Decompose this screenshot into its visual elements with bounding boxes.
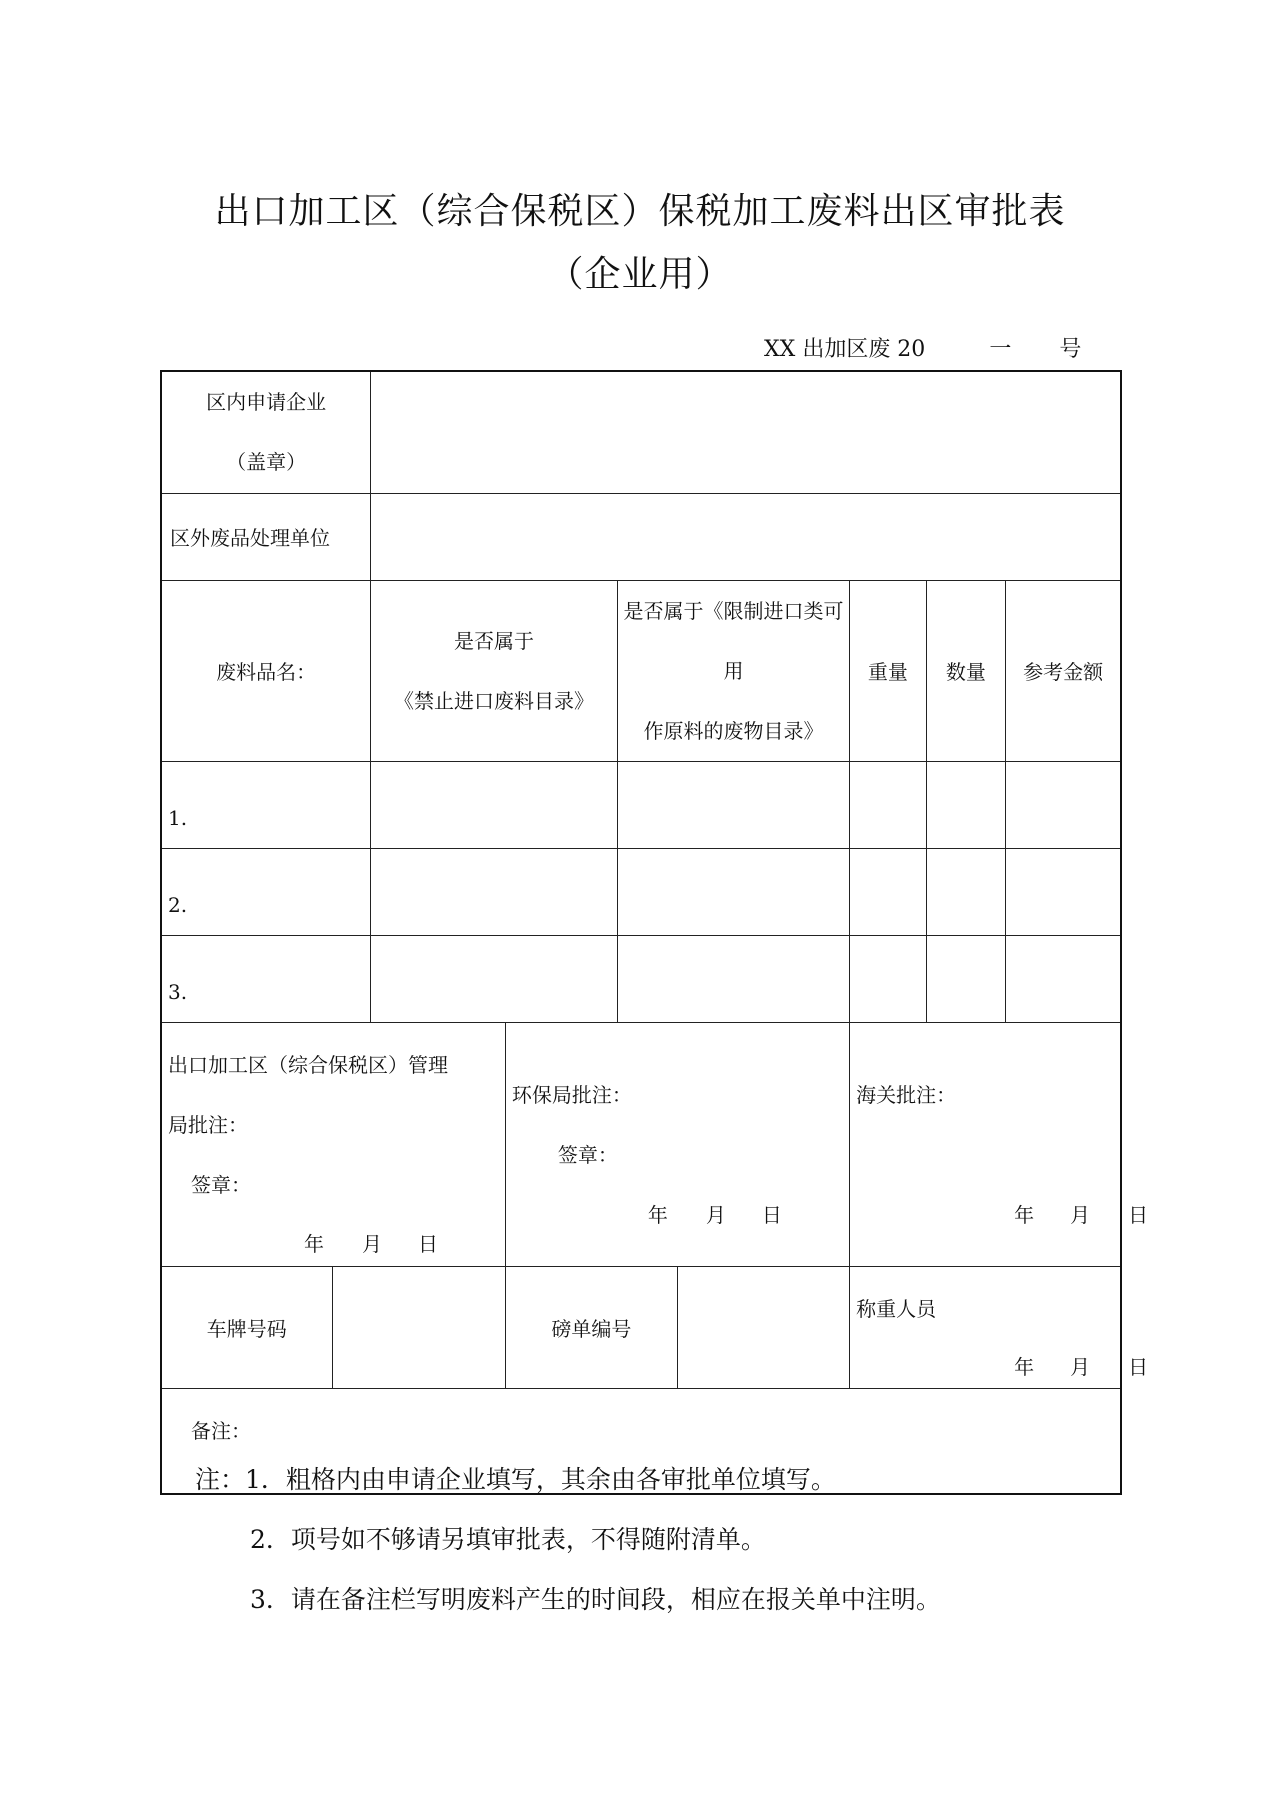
quantity-cell[interactable] [926, 761, 1006, 848]
prohibited-list-header [371, 580, 617, 761]
restricted-list-header [617, 580, 849, 761]
customs-date-day: 日 [1128, 1202, 1149, 1227]
env-date-year: 年 [647, 1202, 668, 1227]
form-subtitle: （企业用） [547, 254, 733, 295]
zone-approval-label: 出口加工区（综合保税区）管理 [168, 1052, 448, 1077]
table-row [161, 761, 1121, 848]
zone-date-day: 日 [418, 1231, 438, 1256]
env-date-month: 月 [705, 1202, 726, 1227]
restricted-cell[interactable] [617, 761, 849, 848]
plate-number-label: 车牌号码 [161, 1266, 332, 1388]
row-number: 3. [161, 935, 371, 1022]
quantity-header: 数量 [926, 580, 1006, 761]
note-3: 3．请在备注栏写明废料产生的时间段，相应在报关单中注明。 [250, 1585, 941, 1614]
applicant-label-cell [161, 371, 371, 493]
remarks-label: 备注： [191, 1418, 251, 1443]
waste-name-header: 废料品名： [161, 580, 371, 761]
env-approval-label: 环保局批注： [511, 1082, 632, 1107]
applicant-label: 区内申请企业 [206, 390, 327, 415]
weigher-date-day: 日 [1128, 1354, 1149, 1379]
amount-cell[interactable] [1006, 761, 1121, 848]
customs-date-year: 年 [1014, 1202, 1035, 1227]
quantity-cell[interactable] [926, 935, 1006, 1022]
customs-approval-label: 海关批注： [856, 1082, 957, 1107]
customs-approval-cell[interactable] [850, 1022, 1149, 1266]
weigher-date-month: 月 [1070, 1354, 1091, 1379]
amount-cell[interactable] [1006, 935, 1121, 1022]
zone-date-month: 月 [362, 1231, 382, 1256]
weight-header: 重量 [850, 580, 926, 761]
plate-number-field[interactable] [332, 1266, 505, 1388]
row-number: 2. [161, 848, 371, 935]
weight-cell[interactable] [850, 848, 926, 935]
restricted-cell[interactable] [617, 848, 849, 935]
document-number-dash: 一 [989, 337, 1012, 362]
restricted-header-line1: 是否属于《限制进口类可用 [623, 598, 844, 683]
amount-header: 参考金额 [1006, 580, 1121, 761]
document-number [764, 332, 1081, 363]
disposal-unit-field[interactable] [371, 493, 1121, 580]
weigh-ticket-label: 磅单编号 [505, 1266, 677, 1388]
prohibited-cell[interactable] [371, 935, 617, 1022]
weigher-cell[interactable] [850, 1266, 1149, 1388]
env-seal-label: 签章： [557, 1142, 618, 1167]
weigher-date-year: 年 [1014, 1354, 1035, 1379]
zone-approval-cell[interactable] [161, 1022, 505, 1266]
disposal-unit-label: 区外废品处理单位 [161, 493, 371, 580]
customs-date-month: 月 [1070, 1202, 1091, 1227]
form-title: 出口加工区（综合保税区）保税加工废料出区审批表 [214, 191, 1066, 232]
table-row [161, 935, 1121, 1022]
env-approval-cell[interactable] [505, 1022, 849, 1266]
restricted-cell[interactable] [617, 935, 849, 1022]
applicant-field[interactable] [371, 371, 1121, 493]
prohibited-header-line2: 《禁止进口废料目录》 [394, 688, 595, 713]
document-number-suffix: 号 [1059, 337, 1082, 362]
zone-seal-label: 签章： [191, 1172, 251, 1197]
document-number-prefix: XX 出加区废 20 [764, 337, 926, 362]
approval-form-table [160, 370, 1149, 1495]
prohibited-cell[interactable] [371, 848, 617, 935]
weight-cell[interactable] [850, 935, 926, 1022]
applicant-seal-label: （盖章） [226, 450, 307, 475]
table-row [161, 848, 1121, 935]
prohibited-cell[interactable] [371, 761, 617, 848]
zone-date-year: 年 [304, 1231, 324, 1256]
restricted-header-line2: 作原料的废物目录》 [643, 718, 824, 743]
env-date-day: 日 [761, 1202, 782, 1227]
weigher-label: 称重人员 [856, 1296, 937, 1321]
amount-cell[interactable] [1006, 848, 1121, 935]
row-number: 1. [161, 761, 371, 848]
zone-approval-label-2: 局批注： [168, 1112, 248, 1137]
quantity-cell[interactable] [926, 848, 1006, 935]
note-1: 注：1．粗格内由申请企业填写，其余由各审批单位填写。 [195, 1465, 836, 1494]
weigh-ticket-field[interactable] [678, 1266, 850, 1388]
prohibited-header-line1: 是否属于 [454, 628, 535, 653]
weight-cell[interactable] [850, 761, 926, 848]
note-2: 2．项号如不够请另填审批表，不得随附清单。 [250, 1525, 766, 1554]
